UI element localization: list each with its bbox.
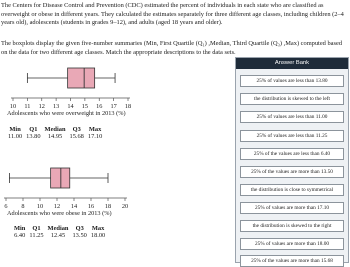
stat-header-min: Min [9, 126, 21, 133]
answer-bank-item[interactable]: 25% of values are more than 17.10 [240, 202, 344, 214]
stat-header-q3: Q3 [75, 225, 84, 232]
answer-bank-item[interactable]: 25% of values are less than 11.25 [240, 130, 344, 142]
stat-value-q3: 15.68 [69, 133, 84, 140]
answer-bank-item[interactable]: 25% of the values are less than 6.40 [240, 148, 344, 160]
stat-header-median: Median [47, 225, 69, 232]
answer-bank-item[interactable]: 25% of the values are more than 13.50 [240, 166, 344, 178]
stat-value-median: 14.95 [47, 133, 63, 140]
tick-label: 13 [52, 103, 60, 110]
tick-label: 14 [70, 203, 78, 210]
stat-value-median: 12.45 [50, 232, 66, 239]
tick-label: 17 [110, 103, 117, 110]
tick-label: 15 [81, 103, 89, 110]
tick-label: 6 [4, 203, 8, 210]
tick-label: 12 [38, 103, 45, 110]
stat-header-q1: Q1 [32, 225, 41, 232]
answer-bank-item[interactable]: 25% of values are less than 13.80 [240, 75, 344, 87]
tick-label: 16 [87, 203, 95, 210]
tick-label: 12 [53, 203, 61, 210]
tick-label: 8 [21, 203, 25, 210]
plot1-stats-table [6, 126, 104, 140]
stat-value-min: 11.00 [8, 133, 23, 140]
plot2-stats-table [12, 225, 107, 239]
stat-header-max: Max [88, 126, 102, 133]
stat-header-max: Max [91, 225, 105, 232]
stat-value-max: 18.00 [90, 232, 106, 239]
tick-label: 16 [96, 103, 103, 110]
answer-bank-item[interactable]: the distribution is close to symmetrical [240, 184, 344, 196]
tick-label: 18 [124, 103, 132, 110]
tick-label: 14 [67, 103, 74, 110]
answer-bank-item[interactable]: 25% of values are more than 18.00 [240, 238, 344, 250]
intro-paragraph: The Centers for Disease Control and Prevention (CDC) estimated the percent of individuals in each state who are classified as overweight or obese in different years. They calculated the estimates separately for three different age classes, including children (2–4 years old), adolescents (students in grades 9–12), and adults (aged 18 years and older). [1, 2, 344, 27]
stat-header-q3: Q3 [72, 126, 81, 133]
stat-value-q3: 13.50 [72, 232, 87, 239]
answer-bank-item[interactable]: 25% of values are less than 11.00 [240, 111, 344, 123]
boxplot-obese [0, 160, 230, 210]
tick-label: 20 [121, 203, 129, 210]
stat-value-min: 6.40 [14, 232, 26, 239]
answer-bank-item[interactable]: the distribution is skewed to the right [240, 220, 344, 232]
stat-header-q1: Q1 [29, 126, 38, 133]
plot2-caption: Adolescents who were obese in 2013 (%) [7, 210, 112, 217]
tick-label: 10 [9, 103, 17, 110]
stat-value-q1: 11.25 [29, 232, 44, 239]
iqr-box [68, 68, 95, 88]
boxplot-overweight [0, 60, 230, 110]
stat-header-min: Min [14, 225, 26, 232]
answer-bank-title: Answer Bank [236, 58, 348, 69]
tick-label: 11 [24, 103, 31, 110]
tick-label: 10 [36, 203, 44, 210]
stat-header-median: Median [44, 126, 66, 133]
stat-value-max: 17.10 [87, 133, 103, 140]
plot1-caption: Adolescents who were overweight in 2013 (%) [7, 110, 126, 117]
iqr-box [51, 168, 70, 188]
stat-value-q1: 13.80 [26, 133, 41, 140]
instructions-paragraph: The boxplots display the given five-number summaries (Min, First Quartile (Q₁) ,Median, Third Quartile (Q₃) ,Max) computed based on the data for two different age classes. Match the appropriate descriptions to the data sets. [1, 40, 343, 56]
answer-bank-item[interactable]: 25% of the values are more than 15.68 [240, 255, 344, 267]
answer-bank [235, 57, 349, 263]
answer-bank-item[interactable]: the distribution is skewed to the left [240, 93, 344, 105]
tick-label: 18 [104, 203, 112, 210]
